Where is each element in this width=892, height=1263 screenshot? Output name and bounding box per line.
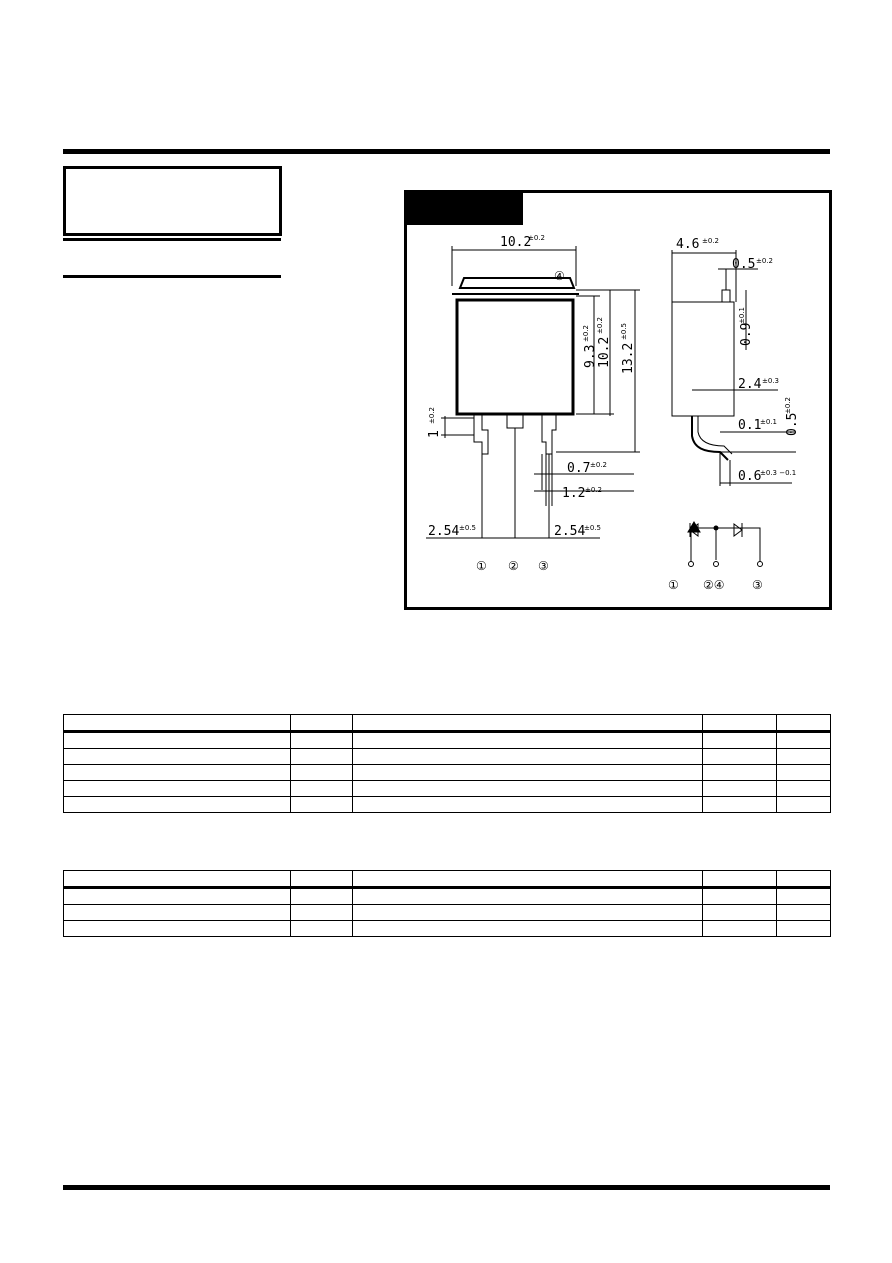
bottom-rule [63,1185,830,1190]
dim-0-5: 0.5 [732,257,756,272]
dim-width-top: 10.2 [500,235,532,250]
title-underline-2 [63,275,281,278]
dim-1-2: 1.2 [562,486,586,501]
pin-1-label: ① [476,559,487,573]
lead-2 [507,414,523,428]
svg-text:±0.3 −0.1: ±0.3 −0.1 [760,469,797,477]
svg-text:±0.2: ±0.2 [585,486,602,494]
svg-text:±0.2: ±0.2 [784,397,792,414]
svg-text:±0.2: ±0.2 [702,237,719,245]
svg-text:±0.5: ±0.5 [459,524,476,532]
lead-1 [474,414,488,454]
svg-text:±0.1: ±0.1 [738,307,746,324]
dim-4-6: 4.6 [676,237,700,252]
table-row [64,732,831,749]
svg-text:±0.2: ±0.2 [596,317,604,334]
svg-text:±0.2: ±0.2 [582,325,590,342]
package-outline-drawing [404,190,832,610]
dim-2-4: 2.4 [738,377,762,392]
svg-text:±0.1: ±0.1 [760,418,777,426]
dim-pitch-right: 2.54 [554,524,586,539]
table-row [64,749,831,765]
dim-9-3: 9.3 [583,344,598,368]
pin-3-label: ③ [538,559,549,573]
dim-1: 1 [427,430,442,438]
package-body [457,300,573,414]
schematic-pin-1: ① [668,578,679,592]
table-row [64,871,831,888]
pin-2-label: ② [508,559,519,573]
dim-0-6: 0.6 [738,469,762,484]
dim-0-1: 0.1 [738,418,762,433]
dim-0-5-side: 0.5 [785,412,800,436]
dim-0-9: 0.9 [739,322,754,346]
table-row [64,781,831,797]
title-underline-1 [63,238,281,241]
svg-text:±0.5: ±0.5 [620,323,628,340]
table-row [64,765,831,781]
svg-text:±0.2: ±0.2 [756,257,773,265]
table-row [64,888,831,905]
lead-3 [542,414,556,454]
dim-0-7: 0.7 [567,461,591,476]
schematic-pin-2-4: ②④ [703,578,725,592]
table-row [64,921,831,937]
svg-text:±0.2: ±0.2 [428,407,436,424]
table-row [64,905,831,921]
title-box [63,166,282,236]
svg-text:±0.3: ±0.3 [762,377,779,385]
svg-text:±0.2: ±0.2 [590,461,607,469]
side-view-body [672,302,734,416]
schematic-pin-3: ③ [752,578,763,592]
svg-text:±0.2: ±0.2 [528,234,545,242]
characteristics-table [63,870,831,937]
tab-pin-label: ④ [554,269,565,283]
table-row [64,797,831,813]
svg-text:±0.5: ±0.5 [584,524,601,532]
dim-13-2: 13.2 [621,342,636,374]
table-row [64,715,831,732]
dim-pitch-left: 2.54 [428,524,460,539]
dim-10-2: 10.2 [597,336,612,368]
ratings-table [63,714,831,813]
top-rule [63,149,830,154]
